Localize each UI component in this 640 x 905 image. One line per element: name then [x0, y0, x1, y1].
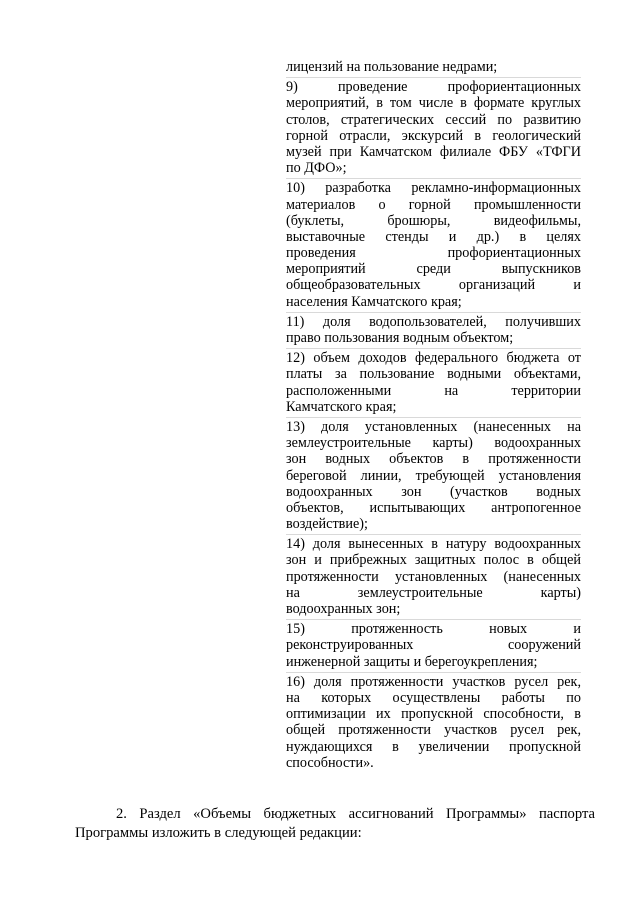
indicator-line: расположенными на территории [286, 382, 581, 399]
indicator-item [286, 674, 581, 771]
indicator-line: платы за пользование водными объектами, [286, 366, 581, 383]
indicator-line: нуждающихся в увеличении пропускной [286, 738, 581, 755]
indicator-line: Камчатского края; [286, 398, 397, 415]
indicator-line: на землеустроительные карты) [286, 584, 581, 601]
indicator-line: 15) протяженность новых и [286, 621, 581, 638]
indicator-line: реконструированных сооружений [286, 637, 581, 654]
indicator-item [286, 59, 581, 75]
indicator-line: столов, стратегических сессий по развитию [286, 111, 581, 128]
indicator-item [286, 180, 581, 310]
indicator-line: водоохранных зон (участков водных [286, 483, 581, 500]
indicator-line: общеобразовательных организаций и [286, 277, 581, 294]
indicator-line: на которых осуществлены работы по [286, 689, 581, 706]
indicator-line: право пользования водным объектом; [286, 330, 514, 346]
indicator-item [286, 314, 581, 346]
indicator-line: объектов, испытывающих антропогенное [286, 499, 581, 516]
amendment-paragraph [75, 805, 595, 843]
indicator-line: 10) разработка рекламно-информационных [286, 180, 581, 197]
indicator-line: мероприятий, в том числе в формате круглых [286, 95, 581, 112]
paragraph-line: Программы изложить в следующей редакции: [75, 825, 362, 841]
paragraph-line: 2. Раздел «Объемы бюджетных ассигнований Программы» паспорта [116, 806, 595, 822]
indicator-line: береговой линии, требующей установления [286, 467, 581, 484]
indicator-line: выставочные стенды и др.) в целях [286, 228, 581, 245]
indicator-line: материалов о горной промышленности [286, 196, 581, 213]
indicator-line: лицензий на пользование недрами; [286, 59, 498, 75]
indicator-line: 13) доля установленных (нанесенных на [286, 418, 581, 435]
indicator-line: воздействие); [286, 516, 368, 533]
indicator-line: оптимизации их пропускной способности, в [286, 706, 581, 723]
indicator-line: проведения профориентационных [286, 245, 581, 262]
indicator-line: общей протяженности участков русел рек, [286, 722, 581, 739]
indicator-line: (буклеты, брошюры, видеофильмы, [286, 212, 581, 229]
indicator-line: 16) доля протяженности участков русел рек, [286, 673, 581, 690]
indicator-line: зон водных объектов в протяженности [286, 451, 581, 468]
indicator-line: населения Камчатского края; [286, 293, 462, 310]
indicator-line: горной отрасли, экскурсий в геологический [286, 127, 581, 144]
indicator-line: зон и прибрежных защитных полос в общей [286, 552, 581, 569]
indicator-line: 11) доля водопользователей, получивших [286, 313, 581, 330]
indicator-item [286, 350, 581, 415]
indicator-item [286, 419, 581, 532]
indicator-line: протяженности установленных (нанесенных [286, 568, 581, 585]
indicator-line: 9) проведение профориентационных [286, 79, 581, 96]
indicator-line: способности». [286, 754, 374, 771]
indicator-item [286, 79, 581, 176]
indicator-line: музей при Камчатском филиале ФБУ «ТФГИ [286, 143, 581, 160]
indicator-item [286, 621, 581, 670]
indicator-line: землеустроительные карты) водоохранных [286, 435, 581, 452]
passport-table-cell [286, 59, 581, 775]
indicator-line: по ДФО»; [286, 160, 347, 177]
indicator-line: мероприятий среди выпускников [286, 261, 581, 278]
indicator-line: 12) объем доходов федерального бюджета от [286, 350, 581, 367]
indicator-item [286, 536, 581, 617]
indicator-line: инженерной защиты и берегоукрепления; [286, 653, 538, 670]
indicator-line: 14) доля вынесенных в натуру водоохранных [286, 536, 581, 553]
indicator-line: водоохранных зон; [286, 601, 401, 617]
